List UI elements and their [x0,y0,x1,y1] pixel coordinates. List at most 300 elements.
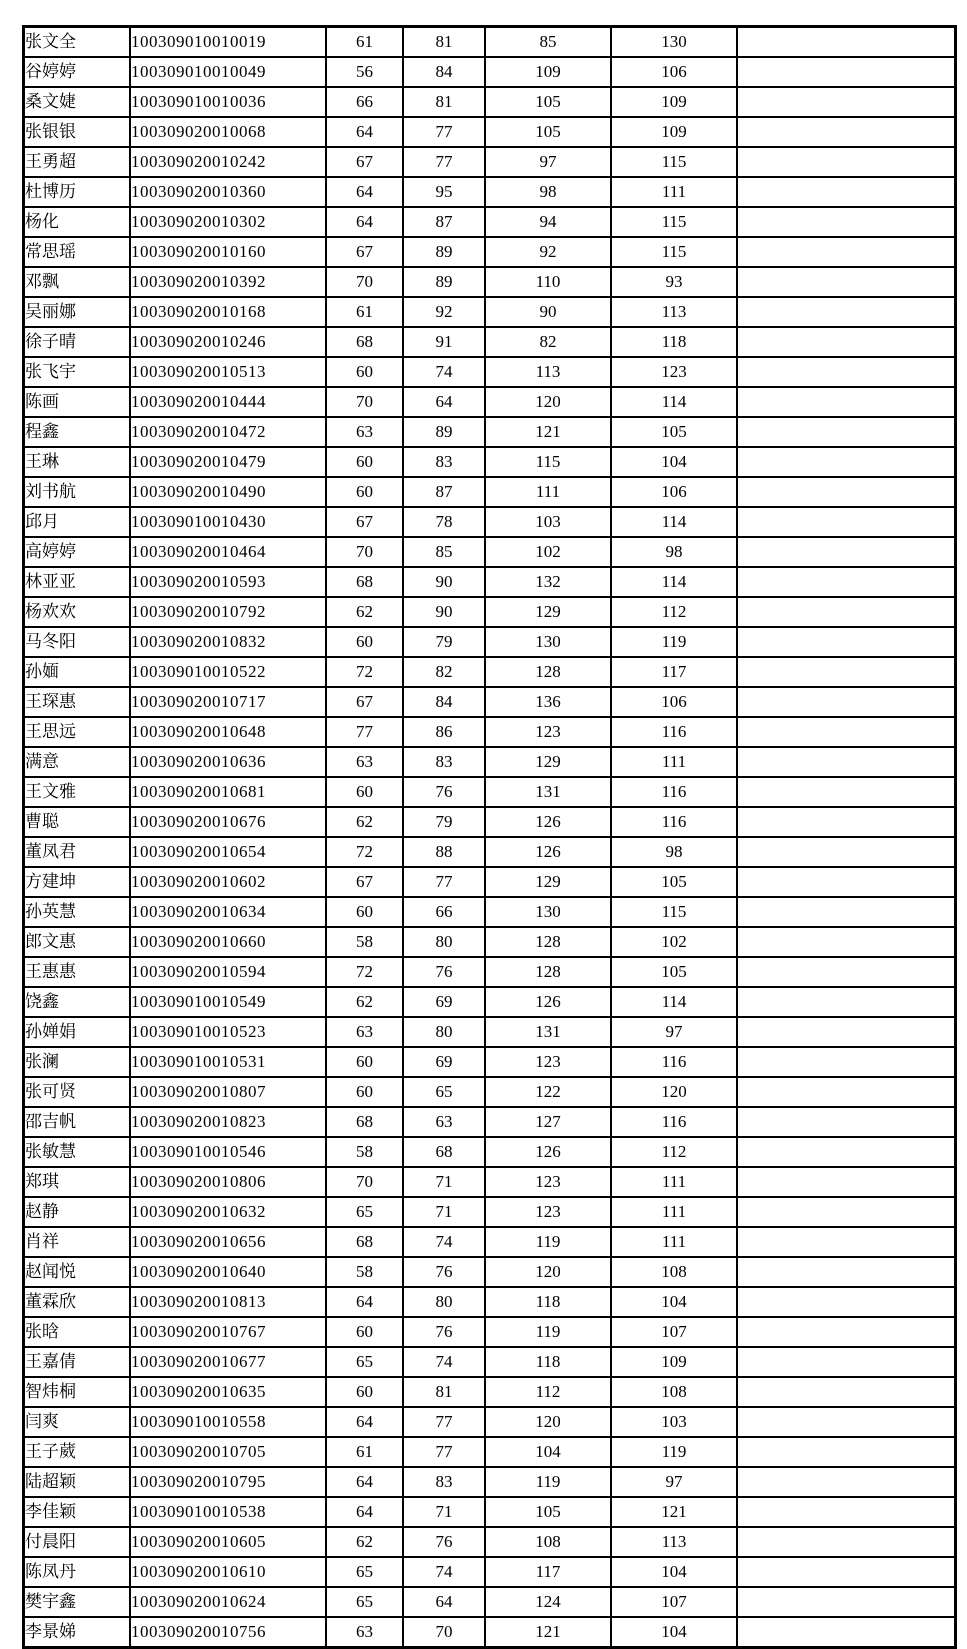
score4-cell: 115 [611,147,737,177]
score4-cell: 106 [611,687,737,717]
empty-cell [737,1017,956,1047]
student-id-cell: 100309010010549 [130,987,326,1017]
name-cell: 张飞宇 [24,357,131,387]
score3-cell: 124 [485,1587,611,1617]
student-id-cell: 100309020010594 [130,957,326,987]
score4-cell: 109 [611,117,737,147]
score4-cell: 108 [611,1377,737,1407]
score4-cell: 109 [611,1347,737,1377]
name-cell: 桑文婕 [24,87,131,117]
student-id-cell: 100309020010648 [130,717,326,747]
score4-cell: 116 [611,807,737,837]
score1-cell: 65 [326,1347,403,1377]
score4-cell: 104 [611,1557,737,1587]
score1-cell: 60 [326,357,403,387]
score-table-body [24,27,956,1648]
score4-cell: 118 [611,327,737,357]
name-cell: 王嘉倩 [24,1347,131,1377]
name-cell: 程鑫 [24,417,131,447]
table-row [24,597,956,627]
student-id-cell: 100309020010624 [130,1587,326,1617]
name-cell: 王惠惠 [24,957,131,987]
score1-cell: 72 [326,957,403,987]
name-cell: 林亚亚 [24,567,131,597]
table-row [24,807,956,837]
name-cell: 饶鑫 [24,987,131,1017]
score1-cell: 70 [326,537,403,567]
empty-cell [737,1047,956,1077]
score4-cell: 114 [611,567,737,597]
empty-cell [737,507,956,537]
table-row [24,1197,956,1227]
empty-cell [737,387,956,417]
score3-cell: 123 [485,1167,611,1197]
score2-cell: 77 [403,117,485,147]
table-row [24,387,956,417]
score4-cell: 116 [611,1047,737,1077]
score2-cell: 85 [403,537,485,567]
score4-cell: 114 [611,387,737,417]
score2-cell: 80 [403,1287,485,1317]
student-id-cell: 100309020010593 [130,567,326,597]
empty-cell [737,1227,956,1257]
name-cell: 张晗 [24,1317,131,1347]
empty-cell [737,1257,956,1287]
empty-cell [737,687,956,717]
student-id-cell: 100309020010660 [130,927,326,957]
score2-cell: 81 [403,27,485,58]
score4-cell: 107 [611,1317,737,1347]
score4-cell: 105 [611,867,737,897]
student-id-cell: 100309020010444 [130,387,326,417]
table-row [24,987,956,1017]
score4-cell: 130 [611,27,737,58]
empty-cell [737,657,956,687]
score3-cell: 94 [485,207,611,237]
score1-cell: 65 [326,1587,403,1617]
score3-cell: 119 [485,1227,611,1257]
score1-cell: 77 [326,717,403,747]
student-id-cell: 100309020010806 [130,1167,326,1197]
score2-cell: 76 [403,1527,485,1557]
score1-cell: 62 [326,1527,403,1557]
score2-cell: 65 [403,1077,485,1107]
score4-cell: 113 [611,1527,737,1557]
score1-cell: 60 [326,1377,403,1407]
table-row [24,1557,956,1587]
name-cell: 郑琪 [24,1167,131,1197]
score1-cell: 72 [326,837,403,867]
empty-cell [737,627,956,657]
student-id-cell: 100309020010823 [130,1107,326,1137]
score2-cell: 84 [403,687,485,717]
score1-cell: 60 [326,777,403,807]
student-id-cell: 100309020010681 [130,777,326,807]
student-id-cell: 100309020010479 [130,447,326,477]
table-row [24,1137,956,1167]
empty-cell [737,1527,956,1557]
student-id-cell: 100309020010795 [130,1467,326,1497]
score4-cell: 111 [611,177,737,207]
student-id-cell: 100309020010632 [130,1197,326,1227]
score4-cell: 116 [611,1107,737,1137]
name-cell: 马冬阳 [24,627,131,657]
name-cell: 闫爽 [24,1407,131,1437]
score2-cell: 81 [403,87,485,117]
student-id-cell: 100309020010160 [130,237,326,267]
empty-cell [737,597,956,627]
score3-cell: 112 [485,1377,611,1407]
score4-cell: 113 [611,297,737,327]
score4-cell: 106 [611,57,737,87]
score3-cell: 102 [485,537,611,567]
score3-cell: 111 [485,477,611,507]
name-cell: 郎文惠 [24,927,131,957]
score1-cell: 70 [326,267,403,297]
name-cell: 董凤君 [24,837,131,867]
name-cell: 吴丽娜 [24,297,131,327]
table-row [24,27,956,58]
empty-cell [737,1377,956,1407]
score2-cell: 68 [403,1137,485,1167]
score1-cell: 67 [326,507,403,537]
table-row [24,657,956,687]
name-cell: 樊宇鑫 [24,1587,131,1617]
student-id-cell: 100309010010546 [130,1137,326,1167]
score4-cell: 112 [611,597,737,627]
score2-cell: 86 [403,717,485,747]
score3-cell: 120 [485,1257,611,1287]
score1-cell: 60 [326,447,403,477]
score1-cell: 63 [326,1017,403,1047]
score3-cell: 126 [485,807,611,837]
score1-cell: 64 [326,177,403,207]
score-table [22,25,957,1649]
empty-cell [737,177,956,207]
name-cell: 陈画 [24,387,131,417]
score2-cell: 74 [403,1227,485,1257]
score4-cell: 111 [611,1197,737,1227]
score2-cell: 76 [403,777,485,807]
score3-cell: 129 [485,747,611,777]
score3-cell: 104 [485,1437,611,1467]
score2-cell: 76 [403,1257,485,1287]
empty-cell [737,87,956,117]
empty-cell [737,1137,956,1167]
table-row [24,147,956,177]
student-id-cell: 100309020010636 [130,747,326,777]
score1-cell: 67 [326,867,403,897]
score2-cell: 71 [403,1497,485,1527]
name-cell: 肖祥 [24,1227,131,1257]
score4-cell: 115 [611,237,737,267]
name-cell: 张银银 [24,117,131,147]
name-cell: 张澜 [24,1047,131,1077]
score3-cell: 98 [485,177,611,207]
student-id-cell: 100309020010767 [130,1317,326,1347]
score3-cell: 126 [485,1137,611,1167]
score2-cell: 69 [403,987,485,1017]
name-cell: 王琳 [24,447,131,477]
student-id-cell: 100309020010635 [130,1377,326,1407]
score4-cell: 116 [611,717,737,747]
score4-cell: 102 [611,927,737,957]
score1-cell: 62 [326,987,403,1017]
score2-cell: 91 [403,327,485,357]
score2-cell: 88 [403,837,485,867]
score2-cell: 78 [403,507,485,537]
empty-cell [737,27,956,58]
name-cell: 刘书航 [24,477,131,507]
name-cell: 杨欢欢 [24,597,131,627]
score4-cell: 93 [611,267,737,297]
score3-cell: 108 [485,1527,611,1557]
empty-cell [737,1587,956,1617]
score1-cell: 61 [326,297,403,327]
table-row [24,1167,956,1197]
name-cell: 邱月 [24,507,131,537]
empty-cell [737,147,956,177]
score2-cell: 80 [403,927,485,957]
score4-cell: 120 [611,1077,737,1107]
score4-cell: 98 [611,537,737,567]
empty-cell [737,717,956,747]
score3-cell: 132 [485,567,611,597]
name-cell: 孙媔 [24,657,131,687]
table-row [24,237,956,267]
table-row [24,1587,956,1617]
empty-cell [737,237,956,267]
name-cell: 杨化 [24,207,131,237]
table-row [24,1227,956,1257]
score2-cell: 71 [403,1197,485,1227]
score3-cell: 129 [485,867,611,897]
table-row [24,117,956,147]
score1-cell: 65 [326,1197,403,1227]
empty-cell [737,867,956,897]
name-cell: 王文雅 [24,777,131,807]
empty-cell [737,1287,956,1317]
score1-cell: 63 [326,747,403,777]
name-cell: 方建坤 [24,867,131,897]
student-id-cell: 100309010010019 [130,27,326,58]
empty-cell [737,207,956,237]
score2-cell: 80 [403,1017,485,1047]
name-cell: 智炜桐 [24,1377,131,1407]
score1-cell: 56 [326,57,403,87]
student-id-cell: 100309020010654 [130,837,326,867]
score1-cell: 60 [326,897,403,927]
table-row [24,207,956,237]
score4-cell: 97 [611,1467,737,1497]
student-id-cell: 100309020010705 [130,1437,326,1467]
table-row [24,567,956,597]
score1-cell: 62 [326,807,403,837]
name-cell: 曹聪 [24,807,131,837]
name-cell: 王子葳 [24,1437,131,1467]
name-cell: 王勇超 [24,147,131,177]
student-id-cell: 100309020010634 [130,897,326,927]
score4-cell: 111 [611,747,737,777]
score3-cell: 130 [485,897,611,927]
score4-cell: 119 [611,1437,737,1467]
score4-cell: 97 [611,1017,737,1047]
student-id-cell: 100309010010523 [130,1017,326,1047]
table-row [24,1437,956,1467]
score4-cell: 103 [611,1407,737,1437]
score2-cell: 74 [403,1557,485,1587]
empty-cell [737,1437,956,1467]
score4-cell: 112 [611,1137,737,1167]
table-row [24,717,956,747]
score3-cell: 110 [485,267,611,297]
score1-cell: 70 [326,1167,403,1197]
score1-cell: 63 [326,417,403,447]
score4-cell: 104 [611,1617,737,1648]
score1-cell: 58 [326,1257,403,1287]
table-row [24,1107,956,1137]
score4-cell: 114 [611,507,737,537]
empty-cell [737,57,956,87]
score1-cell: 70 [326,387,403,417]
score3-cell: 118 [485,1347,611,1377]
score2-cell: 63 [403,1107,485,1137]
name-cell: 孙婵娟 [24,1017,131,1047]
table-row [24,297,956,327]
score1-cell: 64 [326,207,403,237]
score1-cell: 64 [326,1497,403,1527]
student-id-cell: 100309010010036 [130,87,326,117]
score3-cell: 113 [485,357,611,387]
score3-cell: 127 [485,1107,611,1137]
empty-cell [737,297,956,327]
table-row [24,1017,956,1047]
score2-cell: 81 [403,1377,485,1407]
student-id-cell: 100309020010392 [130,267,326,297]
empty-cell [737,1107,956,1137]
name-cell: 陈凤丹 [24,1557,131,1587]
score3-cell: 90 [485,297,611,327]
empty-cell [737,837,956,867]
score2-cell: 83 [403,447,485,477]
student-id-cell: 100309020010168 [130,297,326,327]
table-row [24,1617,956,1648]
score4-cell: 104 [611,447,737,477]
empty-cell [737,1347,956,1377]
table-row [24,1407,956,1437]
table-row [24,1317,956,1347]
score2-cell: 89 [403,267,485,297]
student-id-cell: 100309020010717 [130,687,326,717]
score3-cell: 130 [485,627,611,657]
table-row [24,327,956,357]
score1-cell: 62 [326,597,403,627]
empty-cell [737,447,956,477]
table-row [24,627,956,657]
score1-cell: 66 [326,87,403,117]
table-row [24,507,956,537]
empty-cell [737,567,956,597]
score2-cell: 66 [403,897,485,927]
score4-cell: 98 [611,837,737,867]
score3-cell: 103 [485,507,611,537]
score4-cell: 119 [611,627,737,657]
score3-cell: 121 [485,417,611,447]
table-row [24,57,956,87]
score1-cell: 58 [326,927,403,957]
empty-cell [737,1317,956,1347]
score4-cell: 104 [611,1287,737,1317]
score1-cell: 67 [326,147,403,177]
empty-cell [737,957,956,987]
score4-cell: 114 [611,987,737,1017]
score2-cell: 71 [403,1167,485,1197]
score3-cell: 105 [485,87,611,117]
score2-cell: 79 [403,627,485,657]
table-row [24,177,956,207]
score4-cell: 116 [611,777,737,807]
score3-cell: 123 [485,1047,611,1077]
name-cell: 邵吉帆 [24,1107,131,1137]
score3-cell: 109 [485,57,611,87]
table-row [24,1257,956,1287]
score3-cell: 105 [485,1497,611,1527]
table-row [24,1077,956,1107]
empty-cell [737,1497,956,1527]
score3-cell: 131 [485,777,611,807]
table-row [24,747,956,777]
score4-cell: 123 [611,357,737,387]
empty-cell [737,897,956,927]
score1-cell: 60 [326,1077,403,1107]
score4-cell: 111 [611,1227,737,1257]
score4-cell: 121 [611,1497,737,1527]
score1-cell: 67 [326,237,403,267]
student-id-cell: 100309020010756 [130,1617,326,1648]
empty-cell [737,1617,956,1648]
name-cell: 张文全 [24,27,131,58]
student-id-cell: 100309020010360 [130,177,326,207]
student-id-cell: 100309010010531 [130,1047,326,1077]
name-cell: 付晨阳 [24,1527,131,1557]
score3-cell: 105 [485,117,611,147]
student-id-cell: 100309010010538 [130,1497,326,1527]
table-row [24,777,956,807]
name-cell: 高婷婷 [24,537,131,567]
student-id-cell: 100309020010792 [130,597,326,627]
name-cell: 董霖欣 [24,1287,131,1317]
score4-cell: 108 [611,1257,737,1287]
score2-cell: 64 [403,387,485,417]
score3-cell: 128 [485,927,611,957]
table-row [24,267,956,297]
empty-cell [737,1197,956,1227]
student-id-cell: 100309020010610 [130,1557,326,1587]
name-cell: 李佳颖 [24,1497,131,1527]
name-cell: 孙英慧 [24,897,131,927]
student-id-cell: 100309020010472 [130,417,326,447]
score1-cell: 64 [326,1467,403,1497]
score1-cell: 68 [326,567,403,597]
score2-cell: 77 [403,1407,485,1437]
name-cell: 李景娣 [24,1617,131,1648]
score3-cell: 92 [485,237,611,267]
table-row [24,687,956,717]
score4-cell: 109 [611,87,737,117]
score3-cell: 82 [485,327,611,357]
name-cell: 王琛惠 [24,687,131,717]
score4-cell: 115 [611,207,737,237]
